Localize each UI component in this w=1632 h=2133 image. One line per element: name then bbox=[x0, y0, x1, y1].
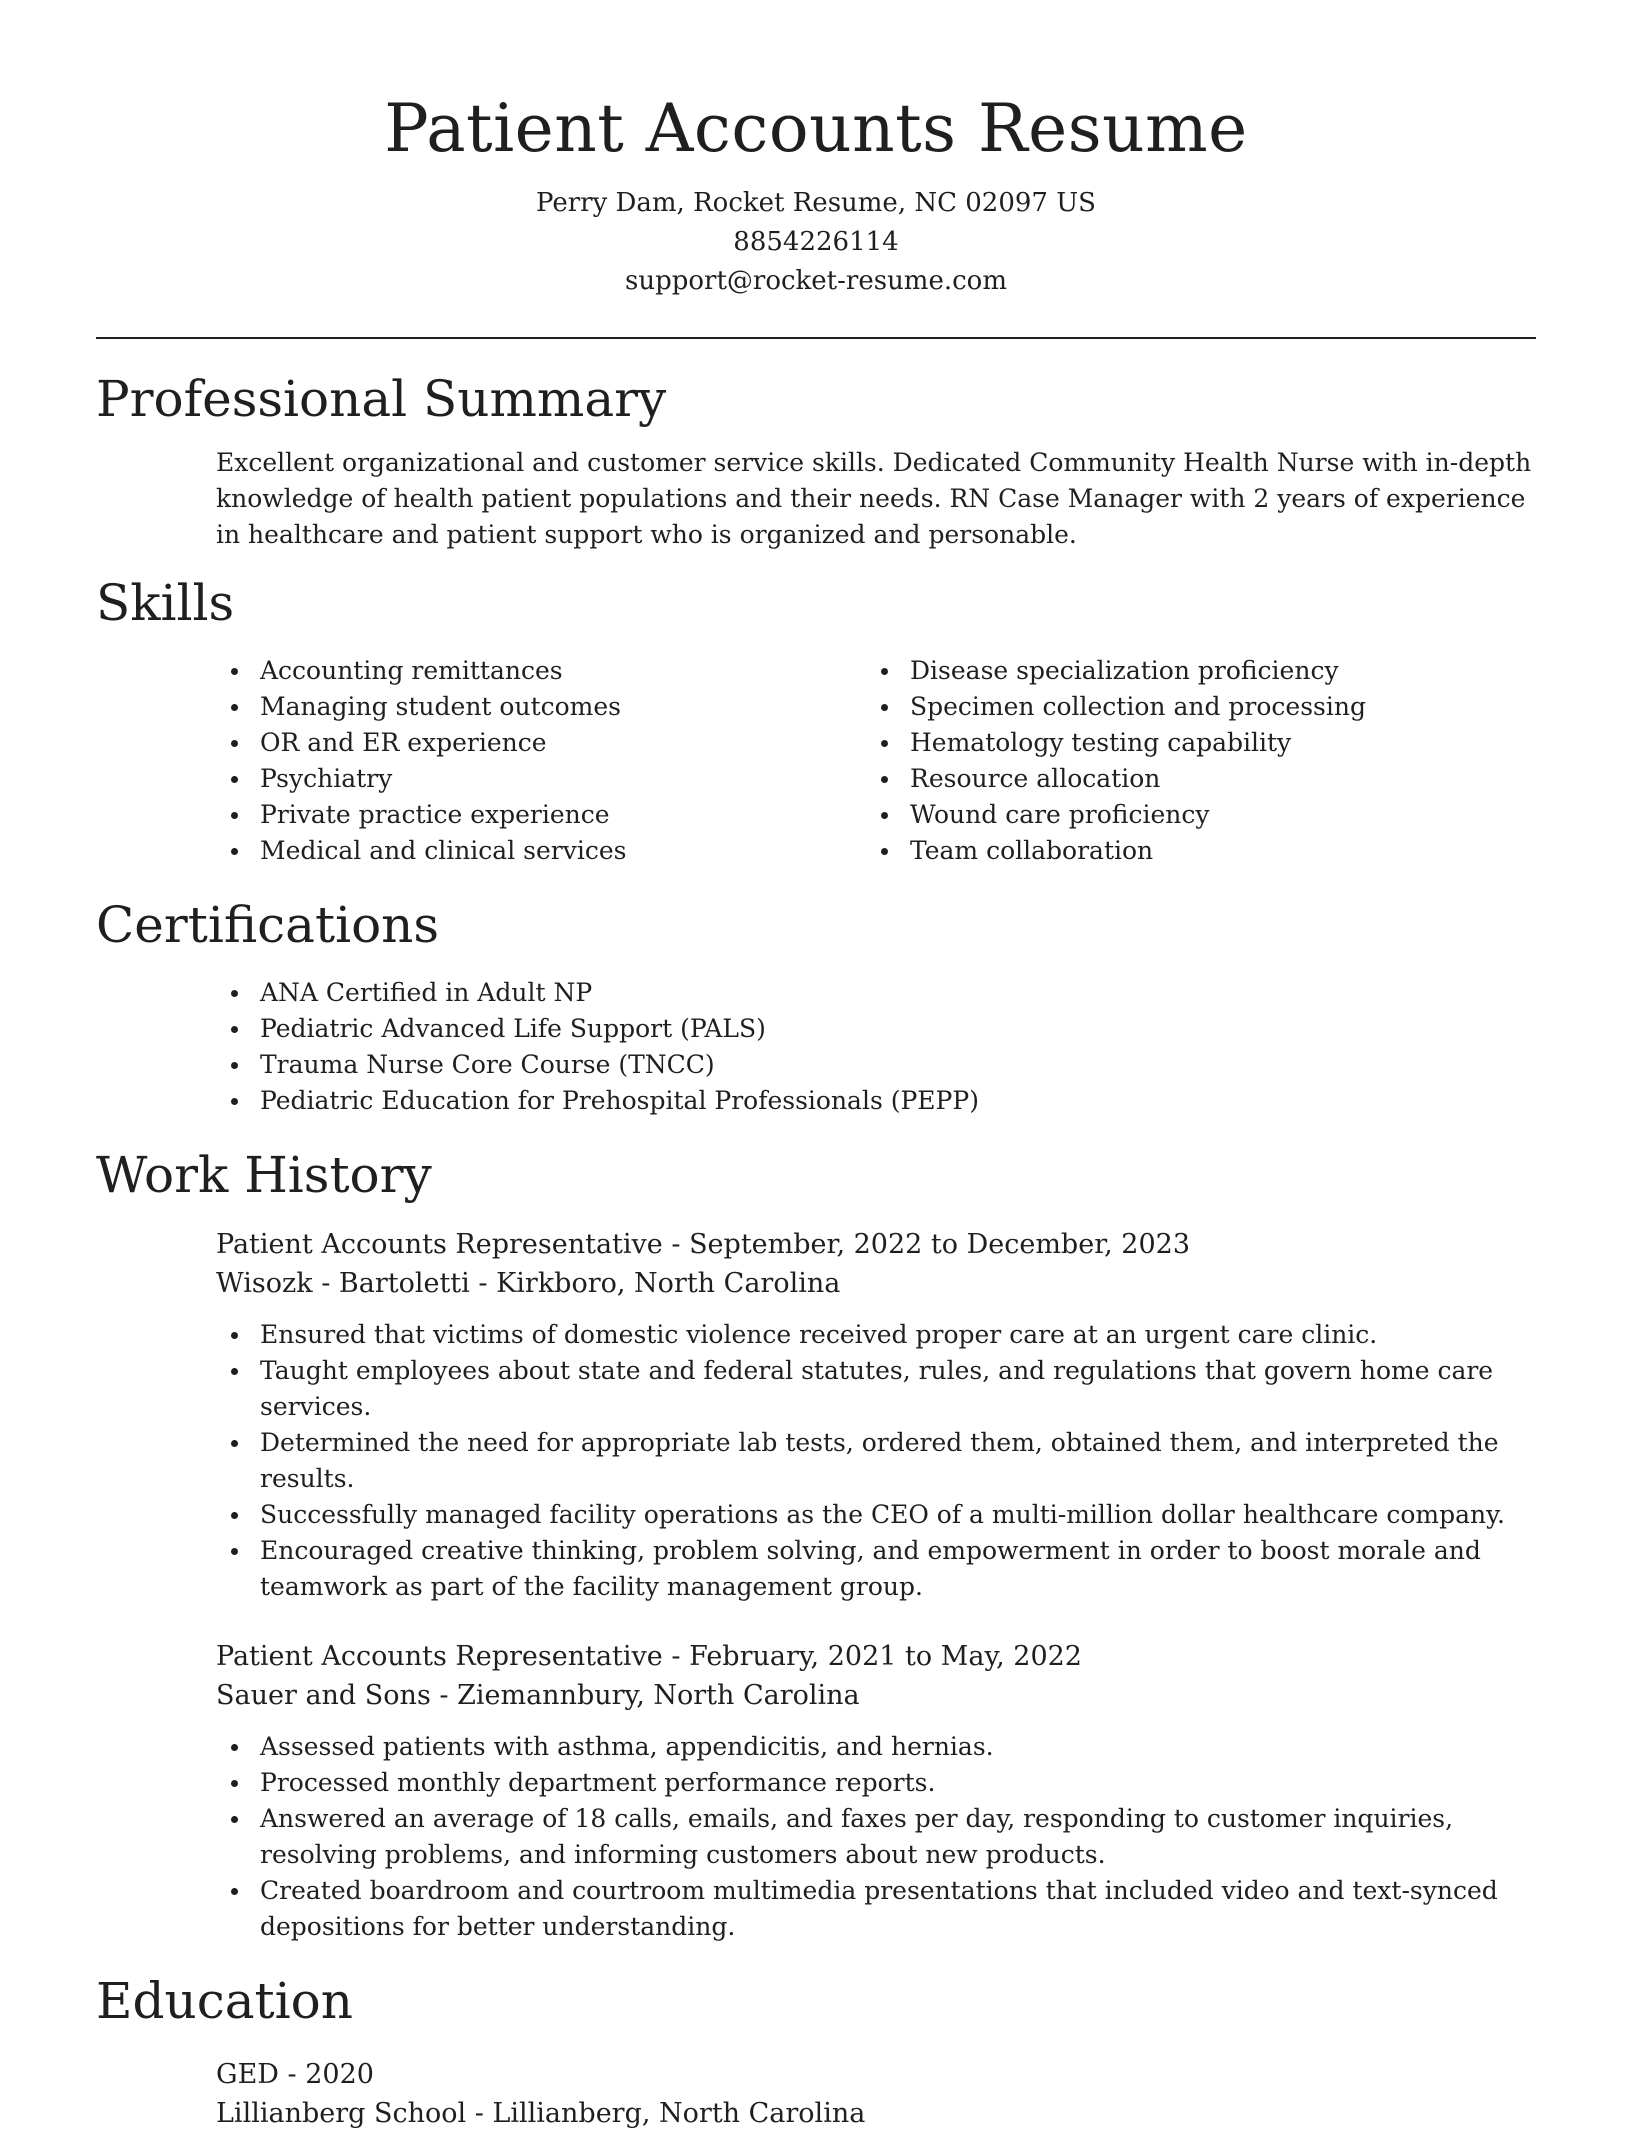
skills-list-right bbox=[866, 653, 1516, 869]
job-role: Patient Accounts Representative bbox=[216, 1229, 663, 1260]
education-entry bbox=[216, 2055, 1536, 2133]
job-company-line bbox=[216, 1264, 1536, 1303]
education-degree: GED bbox=[216, 2059, 279, 2090]
job-company: Wisozk - Bartoletti bbox=[216, 1268, 470, 1299]
job-separator: - bbox=[662, 1229, 690, 1260]
skill-item: Private practice experience bbox=[216, 797, 866, 833]
job-bullet: Taught employees about state and federal statutes, rules, and regulations that govern home care services. bbox=[216, 1353, 1536, 1425]
skills-section bbox=[96, 571, 1536, 869]
work-history-section bbox=[96, 1143, 1536, 1945]
job-dates: September, 2022 to December, 2023 bbox=[689, 1229, 1191, 1260]
skill-item: Resource allocation bbox=[866, 761, 1516, 797]
education-year: 2020 bbox=[305, 2059, 374, 2090]
job-bullet: Processed monthly department performance reports. bbox=[216, 1765, 1536, 1801]
job-bullets bbox=[216, 1729, 1536, 1945]
job-location: Kirkboro, North Carolina bbox=[496, 1268, 841, 1299]
job-bullet: Assessed patients with asthma, appendicitis, and hernias. bbox=[216, 1729, 1536, 1765]
job-bullet: Answered an average of 18 calls, emails, and faxes per day, responding to customer inquiries, resolving problems, and informing customers about new products. bbox=[216, 1801, 1536, 1873]
job-bullets bbox=[216, 1317, 1536, 1605]
job-entry bbox=[216, 1637, 1536, 1945]
skill-item: Disease specialization proficiency bbox=[866, 653, 1516, 689]
certification-item: Pediatric Education for Prehospital Professionals (PEPP) bbox=[216, 1083, 1536, 1119]
section-title-education: Education bbox=[96, 1972, 353, 2030]
skill-item: Specimen collection and processing bbox=[866, 689, 1516, 725]
education-separator: - bbox=[278, 2059, 306, 2090]
contact-address: Perry Dam, Rocket Resume, NC 02097 US bbox=[536, 188, 1096, 218]
resume-title: Patient Accounts Resume bbox=[384, 90, 1248, 167]
skill-item: Medical and clinical services bbox=[216, 833, 866, 869]
summary-section bbox=[96, 367, 1536, 553]
job-company-line bbox=[216, 1676, 1536, 1715]
job-role: Patient Accounts Representative bbox=[216, 1641, 663, 1672]
section-title-certifications: Certifications bbox=[96, 896, 440, 954]
job-bullet: Encouraged creative thinking, problem solving, and empowerment in order to boost morale and teamwork as part of the facility management group. bbox=[216, 1533, 1536, 1605]
education-school-line bbox=[216, 2094, 1536, 2133]
job-separator: - bbox=[430, 1680, 458, 1711]
contact-email: support@rocket-resume.com bbox=[624, 266, 1007, 296]
job-dates: February, 2021 to May, 2022 bbox=[689, 1641, 1082, 1672]
section-title-summary: Professional Summary bbox=[96, 370, 667, 428]
job-separator: - bbox=[469, 1268, 497, 1299]
skill-item: Managing student outcomes bbox=[216, 689, 866, 725]
education-section bbox=[96, 1969, 1536, 2133]
skills-list-left bbox=[216, 653, 866, 869]
skill-item: Team collaboration bbox=[866, 833, 1516, 869]
skill-item: OR and ER experience bbox=[216, 725, 866, 761]
contact-info bbox=[96, 184, 1536, 301]
summary-text: Excellent organizational and customer service skills. Dedicated Community Health Nurse with in-depth knowledge of health patient populations and their needs. RN Case Manager with 2 years of experience in healthcare and patient support who is organized and personable. bbox=[216, 448, 1532, 549]
education-school: Lillianberg School bbox=[216, 2098, 467, 2129]
contact-phone: 8854226114 bbox=[733, 227, 899, 257]
header-divider bbox=[96, 337, 1536, 339]
certifications-section bbox=[96, 893, 1536, 1119]
job-bullet: Determined the need for appropriate lab tests, ordered them, obtained them, and interpreted the results. bbox=[216, 1425, 1536, 1497]
job-title-line bbox=[216, 1637, 1536, 1676]
education-location: Lillianberg, North Carolina bbox=[492, 2098, 866, 2129]
skills-columns bbox=[216, 653, 1536, 869]
section-title-work-history: Work History bbox=[96, 1146, 432, 1204]
job-entry bbox=[216, 1225, 1536, 1605]
job-bullet: Ensured that victims of domestic violence received proper care at an urgent care clinic. bbox=[216, 1317, 1536, 1353]
education-degree-line bbox=[216, 2055, 1536, 2094]
job-bullet: Successfully managed facility operations as the CEO of a multi-million dollar healthcare company. bbox=[216, 1497, 1536, 1533]
skill-item: Psychiatry bbox=[216, 761, 866, 797]
education-separator: - bbox=[466, 2098, 493, 2129]
certifications-list bbox=[216, 975, 1536, 1119]
skill-item: Wound care proficiency bbox=[866, 797, 1516, 833]
skill-item: Accounting remittances bbox=[216, 653, 866, 689]
resume-header bbox=[96, 0, 1536, 301]
certification-item: ANA Certified in Adult NP bbox=[216, 975, 1536, 1011]
section-title-skills: Skills bbox=[96, 574, 235, 632]
job-location: Ziemannbury, North Carolina bbox=[457, 1680, 860, 1711]
skill-item: Hematology testing capability bbox=[866, 725, 1516, 761]
job-company: Sauer and Sons bbox=[216, 1680, 431, 1711]
certification-item: Pediatric Advanced Life Support (PALS) bbox=[216, 1011, 1536, 1047]
job-bullet: Created boardroom and courtroom multimedia presentations that included video and text-synced depositions for better understanding. bbox=[216, 1873, 1536, 1945]
job-separator: - bbox=[662, 1641, 690, 1672]
job-title-line bbox=[216, 1225, 1536, 1264]
certification-item: Trauma Nurse Core Course (TNCC) bbox=[216, 1047, 1536, 1083]
